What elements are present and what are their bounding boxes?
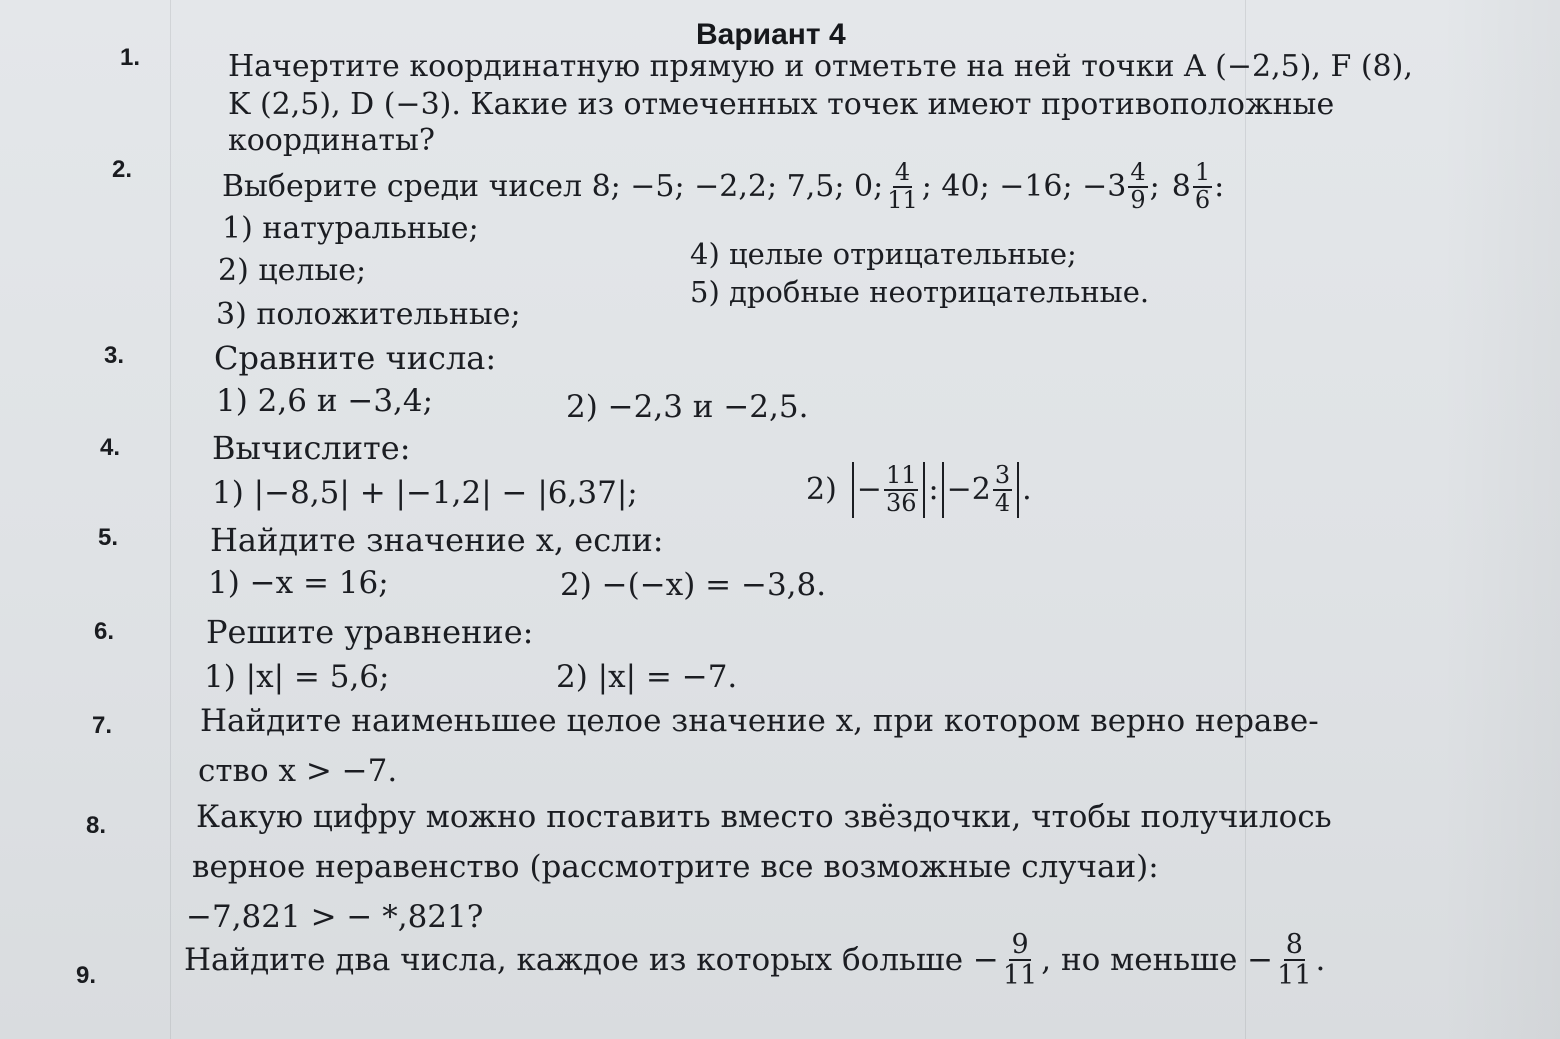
task-9-text: Найдите два числа, каждое из которых больше − <box>184 941 999 978</box>
fraction-denominator: 36 <box>885 489 917 517</box>
absolute-bar <box>942 462 944 518</box>
fraction-numerator: 3 <box>994 461 1011 490</box>
task-9-middle: , но меньше − <box>1041 941 1274 978</box>
task-2-separator: ; <box>1149 168 1160 204</box>
task-8-number: 8. <box>86 812 107 839</box>
task-8-line-1: Какую цифру можно поставить вместо звёздочки, чтобы получилось <box>196 799 1332 835</box>
task-4-item-1: 1) |−8,5| + |−1,2| − |6,37|; <box>212 475 638 511</box>
fraction-1-6 <box>1193 160 1212 214</box>
task-1-line-2: K (2,5), D (−3). Какие из отмеченных точек имеют противоположные <box>228 87 1335 122</box>
task-6-item-2: 2) |x| = −7. <box>556 659 738 695</box>
task-2-option-1: 1) натуральные; <box>222 211 479 246</box>
task-3-text: Сравните числа: <box>214 339 497 377</box>
task-9-number: 9. <box>76 962 97 989</box>
paper-fold <box>170 0 171 1039</box>
fraction-3-4 <box>993 463 1012 517</box>
task-4-number: 4. <box>100 434 121 461</box>
task-1-number: 1. <box>120 44 141 71</box>
task-6-item-1: 1) |x| = 5,6; <box>204 659 390 695</box>
task-5-number: 5. <box>98 524 119 551</box>
task-2-middle: ; 40; −16; −3 <box>921 168 1127 204</box>
task-5-text: Найдите значение x, если: <box>210 521 664 559</box>
absolute-bar <box>852 462 854 518</box>
task-9-end: . <box>1315 941 1326 978</box>
fraction-9-11 <box>1001 930 1039 990</box>
task-8-line-2: верное неравенство (рассмотрите все возможные случаи): <box>192 849 1159 885</box>
task-1-line-3: координаты? <box>228 123 435 158</box>
paper-fold <box>1245 0 1246 1039</box>
task-5-item-2: 2) −(−x) = −3,8. <box>560 567 827 603</box>
task-9-text-row <box>184 930 1325 990</box>
period: . <box>1022 472 1032 507</box>
fraction-numerator: 11 <box>885 461 917 490</box>
task-2-option-4: 4) целые отрицательные; <box>690 237 1077 271</box>
task-7-line-2: ство x > −7. <box>198 753 398 789</box>
task-7-line-1: Найдите наименьшее целое значение x, при котором верно нераве- <box>200 703 1319 739</box>
absolute-bar <box>923 462 925 518</box>
task-5-item-1: 1) −x = 16; <box>208 565 389 601</box>
fraction-numerator: 4 <box>1130 158 1146 186</box>
task-2-number: 2. <box>112 156 133 183</box>
task-4-text: Вычислите: <box>212 429 411 467</box>
fraction-denominator: 11 <box>1277 960 1312 992</box>
task-2-option-5: 5) дробные неотрицательные. <box>690 275 1150 309</box>
task-1-line-1: Начертите координатную прямую и отметьте на ней точки A (−2,5), F (8), <box>228 49 1413 84</box>
task-2-intro: Выберите среди чисел 8; −5; −2,2; 7,5; 0; <box>222 168 884 204</box>
task-2-option-3: 3) положительные; <box>216 297 521 332</box>
task-2-prompt <box>222 160 1224 214</box>
task-7-number: 7. <box>92 712 113 739</box>
fraction-denominator: 11 <box>1002 960 1038 992</box>
task-4-item-2 <box>806 462 1032 518</box>
fraction-numerator: 4 <box>894 158 911 186</box>
fraction-11-36 <box>884 463 919 517</box>
fraction-numerator: 8 <box>1285 929 1303 960</box>
task-6-number: 6. <box>94 618 115 645</box>
fraction-numerator: 9 <box>1011 929 1029 960</box>
fraction-4-9 <box>1128 160 1147 214</box>
task-2-end: : <box>1214 168 1225 204</box>
fraction-denominator: 4 <box>994 489 1011 517</box>
task-8-line-3: −7,821 > − *,821? <box>186 899 484 935</box>
task-6-text: Решите уравнение: <box>206 613 534 651</box>
fraction-numerator: 1 <box>1194 158 1211 186</box>
colon-sign: : <box>928 472 939 507</box>
task-2-option-2: 2) целые; <box>218 253 367 288</box>
fraction-4-11 <box>885 160 920 214</box>
fraction-denominator: 6 <box>1194 185 1211 214</box>
minus-sign: − <box>856 472 882 507</box>
task-3-number: 3. <box>104 342 125 369</box>
fraction-denominator: 11 <box>887 185 918 214</box>
task-2-mixed-whole: 8 <box>1171 168 1191 204</box>
fraction-8-11 <box>1275 930 1313 990</box>
absolute-bar <box>1017 462 1019 518</box>
task-4-item-2-label: 2) <box>806 472 837 507</box>
variant-title: Вариант 4 <box>696 18 846 51</box>
task-3-item-1: 1) 2,6 и −3,4; <box>216 383 434 419</box>
fraction-denominator: 9 <box>1130 185 1146 214</box>
task-3-item-2: 2) −2,3 и −2,5. <box>566 389 809 425</box>
page-shadow <box>1440 0 1560 1039</box>
mixed-whole: −2 <box>946 472 991 507</box>
